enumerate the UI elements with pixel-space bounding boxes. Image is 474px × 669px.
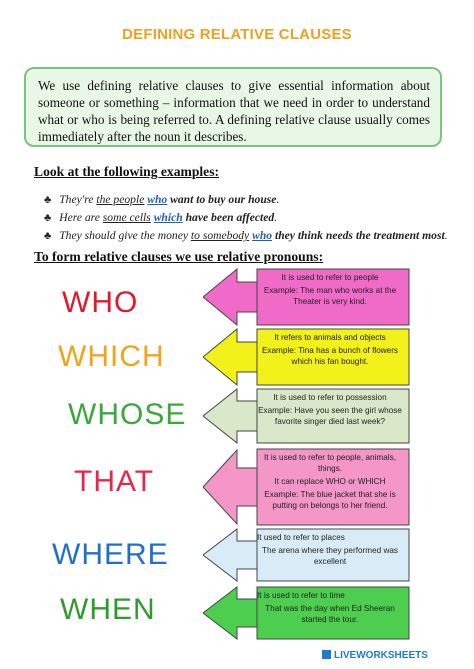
arrow-line: It used to refer to places	[257, 533, 345, 542]
example-clause: they think needs the treatment most	[272, 229, 445, 242]
example-text: They should give the money	[59, 229, 191, 242]
club-bullet-icon: ♣	[44, 194, 52, 206]
form-heading: To form relative clauses we use relative pronouns:	[34, 249, 324, 264]
club-bullet-icon: ♣	[44, 230, 52, 242]
pronoun-who: WHO	[62, 286, 139, 319]
arrow-text	[257, 586, 403, 640]
arrow-line: It is used to refer to possession	[273, 393, 387, 402]
pronoun-when: WHEN	[60, 593, 156, 626]
examples-heading: Look at the following examples:	[34, 164, 220, 179]
arrow-text	[257, 388, 403, 444]
example-text: They're	[59, 193, 97, 206]
arrow-that	[203, 448, 413, 526]
example-item	[44, 193, 279, 206]
arrow-which	[203, 328, 413, 386]
example-pronoun: who	[147, 193, 168, 206]
example-clause: have been affected	[182, 211, 275, 224]
arrow-line: Example: Have you seen the girl whose favorite singer died last week?	[258, 406, 402, 426]
arrow-line: It is used to refer to people, animals, things.	[264, 453, 396, 473]
arrow-line: It is used to refer to people	[281, 273, 379, 282]
arrow-line: Example: Tina has a bunch of flowers which his fan bought.	[261, 346, 399, 366]
arrow-whose	[203, 388, 413, 444]
example-text: Here are	[59, 211, 103, 224]
example-end: .	[276, 193, 280, 206]
arrow-text	[257, 328, 403, 386]
pronoun-whose: WHOSE	[68, 398, 187, 431]
example-end: .	[444, 229, 448, 242]
liveworksheets-logo-icon	[322, 650, 331, 659]
intro-box: We use defining relative clauses to give essential information about someone or something – information that we need in order to understand what or who is being referred to. A defining relative clause usually comes immediately after the noun it describes.	[24, 67, 442, 147]
arrow-text	[257, 528, 403, 582]
example-clause: want to buy our house	[167, 193, 277, 206]
example-noun: to somebody	[190, 229, 250, 242]
arrow-line: The arena where they performed was excellent	[261, 546, 399, 566]
pronoun-which: WHICH	[58, 340, 165, 373]
example-pronoun: who	[252, 229, 273, 242]
example-noun: the people	[96, 193, 145, 206]
page-title: DEFINING RELATIVE CLAUSES	[122, 26, 352, 43]
arrow-line: That was the day when Ed Sheeran started the tour.	[265, 604, 395, 624]
arrow-line: It refers to animals and objects	[274, 333, 386, 342]
club-bullet-icon: ♣	[44, 212, 52, 224]
example-item	[44, 211, 277, 224]
example-end: .	[274, 211, 278, 224]
footer-text: LIVEWORKSHEETS	[334, 650, 428, 661]
arrow-text	[257, 448, 403, 526]
arrow-line: Example: The blue jacket that she is putting on belongs to her friend.	[264, 490, 396, 510]
arrow-line: It can replace WHO or WHICH	[274, 477, 386, 486]
arrow-who	[203, 268, 413, 326]
footer-logo[interactable]	[322, 650, 428, 661]
example-item	[44, 229, 448, 242]
arrow-where	[203, 528, 413, 582]
example-pronoun: which	[153, 211, 183, 224]
arrow-when	[203, 586, 413, 640]
example-noun: some cells	[102, 211, 151, 224]
arrow-text	[257, 268, 403, 326]
arrow-line: It is used to refer to time	[257, 591, 345, 600]
pronoun-where: WHERE	[52, 538, 169, 571]
pronoun-that: THAT	[74, 465, 155, 498]
arrow-line: Example: The man who works at the Theater is very kind.	[263, 286, 397, 306]
